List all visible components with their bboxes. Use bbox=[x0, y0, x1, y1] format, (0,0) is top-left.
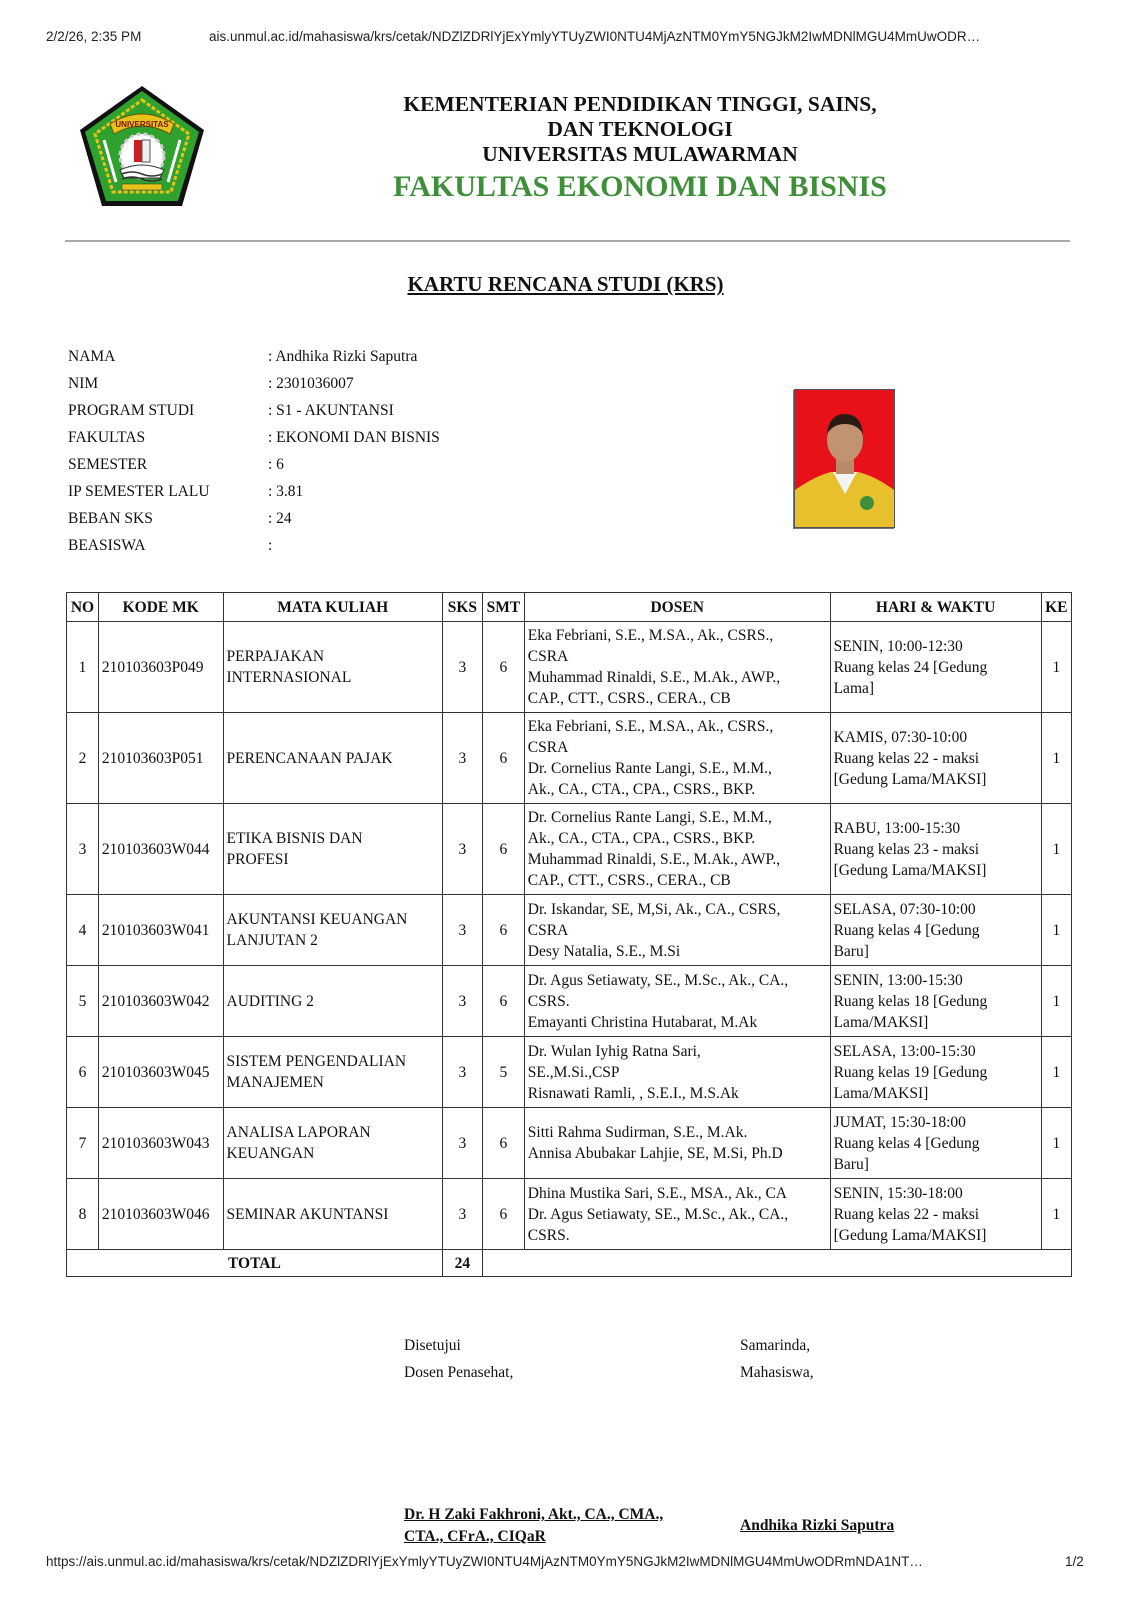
student-info-row bbox=[68, 510, 528, 537]
svg-text:UNIVERSITAS: UNIVERSITAS bbox=[115, 120, 169, 129]
cell-dosen bbox=[524, 895, 830, 966]
advisor-name-line2: CTA., CFrA., CIQaR bbox=[404, 1528, 546, 1545]
cell-sks: 3 bbox=[442, 804, 482, 895]
schedule-line: Baru] bbox=[833, 942, 869, 960]
lecturer-line: Dr. Cornelius Rante Langi, S.E., M.M., bbox=[527, 809, 772, 826]
total-sks: 24 bbox=[442, 1250, 482, 1277]
cell-mata-kuliah bbox=[223, 966, 442, 1037]
schedule-line: Ruang kelas 23 - maksi bbox=[833, 840, 980, 858]
schedule-line: Baru] bbox=[833, 1155, 869, 1173]
info-value: : S1 - AKUNTANSI bbox=[268, 402, 394, 419]
header-no: NO bbox=[67, 593, 99, 622]
course-name-line: MANAJEMEN bbox=[226, 1074, 324, 1091]
lecturer-line: CSRS. bbox=[527, 992, 570, 1010]
lecturer-line: Ak., CA., CTA., CPA., CSRS., BKP. bbox=[527, 830, 756, 847]
schedule-line: SELASA, 13:00-15:30 bbox=[833, 1042, 976, 1060]
lecturer-line: Dr. Wulan Iyhig Ratna Sari, bbox=[527, 1042, 701, 1060]
course-name-line: AKUNTANSI KEUANGAN bbox=[226, 911, 408, 928]
info-value: : EKONOMI DAN BISNIS bbox=[268, 429, 440, 446]
cell-sks: 3 bbox=[442, 622, 482, 713]
table-row bbox=[67, 966, 1072, 1037]
cell-smt: 6 bbox=[482, 622, 524, 713]
cell-dosen bbox=[524, 804, 830, 895]
course-name-line: PERPAJAKAN bbox=[226, 648, 325, 665]
cell-kode-mk: 210103603W042 bbox=[98, 966, 223, 1037]
schedule-line: Lama/MAKSI] bbox=[833, 1084, 929, 1102]
info-label: NAMA bbox=[68, 348, 116, 365]
info-value: : 3.81 bbox=[268, 483, 304, 500]
student-signature-name: Andhika Rizki Saputra bbox=[740, 1517, 895, 1534]
cell-kode-mk: 210103603W041 bbox=[98, 895, 223, 966]
schedule-line: SENIN, 13:00-15:30 bbox=[833, 971, 963, 989]
header-dosen: DOSEN bbox=[524, 593, 830, 622]
student-photo bbox=[794, 389, 895, 528]
table-row bbox=[67, 622, 1072, 713]
info-value: : 2301036007 bbox=[268, 375, 354, 392]
course-name-line: LANJUTAN 2 bbox=[226, 932, 318, 949]
cell-dosen bbox=[524, 713, 830, 804]
schedule-line: [Gedung Lama/MAKSI] bbox=[833, 770, 987, 788]
cell-ke: 1 bbox=[1041, 1108, 1071, 1179]
lecturer-line: Dr. Cornelius Rante Langi, S.E., M.M., bbox=[527, 760, 772, 777]
header-hari-waktu: HARI & WAKTU bbox=[830, 593, 1041, 622]
schedule-line: [Gedung Lama/MAKSI] bbox=[833, 1226, 987, 1244]
schedule-line: Ruang kelas 4 [Gedung bbox=[833, 921, 980, 939]
cell-hari-waktu bbox=[830, 713, 1041, 804]
document-title: KARTU RENCANA STUDI (KRS) bbox=[407, 272, 724, 296]
lecturer-line: Annisa Abubakar Lahjie, SE, M.Si, Ph.D bbox=[527, 1145, 783, 1162]
cell-sks: 3 bbox=[442, 713, 482, 804]
schedule-line: RABU, 13:00-15:30 bbox=[833, 819, 961, 837]
lecturer-line: CAP., CTT., CSRS., CERA., CB bbox=[527, 690, 731, 707]
page-indicator: 1/2 bbox=[1065, 1554, 1084, 1569]
course-name-line: PROFESI bbox=[226, 851, 289, 868]
schedule-line: Ruang kelas 22 - maksi bbox=[833, 1205, 980, 1223]
cell-ke: 1 bbox=[1041, 1037, 1071, 1108]
lecturer-line: CSRS. bbox=[527, 1226, 570, 1244]
cell-sks: 3 bbox=[442, 966, 482, 1037]
lecturer-line: CSRA bbox=[527, 921, 569, 939]
header-smt: SMT bbox=[482, 593, 524, 622]
student-info-row bbox=[68, 429, 528, 456]
course-table bbox=[66, 592, 1072, 1277]
schedule-line: Ruang kelas 22 - maksi bbox=[833, 749, 980, 767]
cell-mata-kuliah bbox=[223, 1108, 442, 1179]
cell-sks: 3 bbox=[442, 1037, 482, 1108]
cell-ke: 1 bbox=[1041, 966, 1071, 1037]
cell-kode-mk: 210103603W045 bbox=[98, 1037, 223, 1108]
cell-mata-kuliah bbox=[223, 1037, 442, 1108]
cell-mata-kuliah bbox=[223, 713, 442, 804]
cell-kode-mk: 210103603W046 bbox=[98, 1179, 223, 1250]
schedule-line: Lama/MAKSI] bbox=[833, 1013, 929, 1031]
cell-smt: 6 bbox=[482, 895, 524, 966]
lecturer-line: Desy Natalia, S.E., M.Si bbox=[527, 942, 681, 960]
student-info-row bbox=[68, 375, 528, 402]
schedule-line: SENIN, 15:30-18:00 bbox=[833, 1184, 963, 1202]
total-row bbox=[67, 1250, 1072, 1277]
table-header-row bbox=[67, 593, 1072, 622]
student-signature-block bbox=[740, 1332, 814, 1386]
advisor-signature-block bbox=[404, 1332, 513, 1386]
cell-smt: 6 bbox=[482, 966, 524, 1037]
cell-kode-mk: 210103603P049 bbox=[98, 622, 223, 713]
header-mata-kuliah: MATA KULIAH bbox=[223, 593, 442, 622]
table-row bbox=[67, 1108, 1072, 1179]
course-name-line: ETIKA BISNIS DAN bbox=[226, 830, 363, 847]
student-info bbox=[68, 348, 528, 564]
cell-mata-kuliah bbox=[223, 622, 442, 713]
lecturer-line: Eka Febriani, S.E., M.SA., Ak., CSRS., bbox=[527, 627, 774, 644]
cell-no: 5 bbox=[67, 966, 99, 1037]
course-name-line: SEMINAR AKUNTANSI bbox=[226, 1205, 389, 1223]
lecturer-line: Dr. Iskandar, SE, M,Si, Ak., CA., CSRS, bbox=[527, 900, 781, 918]
cell-no: 7 bbox=[67, 1108, 99, 1179]
schedule-line: JUMAT, 15:30-18:00 bbox=[833, 1113, 966, 1131]
cell-sks: 3 bbox=[442, 1108, 482, 1179]
student-info-row bbox=[68, 537, 528, 564]
total-empty bbox=[482, 1250, 1071, 1277]
cell-ke: 1 bbox=[1041, 804, 1071, 895]
schedule-line: SELASA, 07:30-10:00 bbox=[833, 900, 976, 918]
student-info-row bbox=[68, 483, 528, 510]
cell-hari-waktu bbox=[830, 804, 1041, 895]
total-label: TOTAL bbox=[67, 1250, 443, 1277]
schedule-line: KAMIS, 07:30-10:00 bbox=[833, 728, 968, 746]
university-name: UNIVERSITAS MULAWARMAN bbox=[482, 142, 798, 166]
info-label: NIM bbox=[68, 375, 99, 392]
lecturer-line: CSRA bbox=[527, 648, 569, 665]
cell-smt: 5 bbox=[482, 1037, 524, 1108]
cell-no: 6 bbox=[67, 1037, 99, 1108]
course-name-line: SISTEM PENGENDALIAN bbox=[226, 1053, 407, 1070]
course-name-line: ANALISA LAPORAN bbox=[226, 1124, 371, 1141]
lecturer-line: Muhammad Rinaldi, S.E., M.Ak., AWP., bbox=[527, 851, 781, 868]
cell-kode-mk: 210103603W043 bbox=[98, 1108, 223, 1179]
letterhead-divider bbox=[65, 240, 1070, 242]
course-name-line: PERENCANAAN PAJAK bbox=[226, 749, 393, 767]
cell-hari-waktu bbox=[830, 1108, 1041, 1179]
lecturer-line: CSRA bbox=[527, 739, 569, 756]
cell-kode-mk: 210103603P051 bbox=[98, 713, 223, 804]
cell-dosen bbox=[524, 1108, 830, 1179]
lecturer-line: Risnawati Ramli, , S.E.I., M.S.Ak bbox=[527, 1084, 739, 1102]
table-row bbox=[67, 1179, 1072, 1250]
cell-dosen bbox=[524, 1037, 830, 1108]
cell-no: 2 bbox=[67, 713, 99, 804]
cell-no: 4 bbox=[67, 895, 99, 966]
schedule-line: Ruang kelas 24 [Gedung bbox=[833, 658, 988, 676]
info-label: BEASISWA bbox=[68, 537, 146, 554]
cell-smt: 6 bbox=[482, 713, 524, 804]
print-datetime: 2/2/26, 2:35 PM bbox=[46, 29, 142, 44]
table-row bbox=[67, 713, 1072, 804]
cell-hari-waktu bbox=[830, 622, 1041, 713]
lecturer-line: Dr. Agus Setiawaty, SE., M.Sc., Ak., CA., bbox=[527, 1205, 789, 1223]
cell-kode-mk: 210103603W044 bbox=[98, 804, 223, 895]
lecturer-line: Dr. Agus Setiawaty, SE., M.Sc., Ak., CA., bbox=[527, 971, 789, 989]
student-info-row bbox=[68, 456, 528, 483]
lecturer-line: Muhammad Rinaldi, S.E., M.Ak., AWP., bbox=[527, 669, 781, 686]
student-role: Mahasiswa, bbox=[740, 1364, 814, 1381]
print-footer-url: https://ais.unmul.ac.id/mahasiswa/krs/cetak/NDZlZDRlYjExYmlyYTUyZWI0NTU4MjAzNTM0YmY5NGJkM2IwMDNlMGU4MmUwODRmNDA1NT… bbox=[46, 1554, 923, 1569]
lecturer-line: Dhina Mustika Sari, S.E., MSA., Ak., CA bbox=[527, 1184, 787, 1202]
cell-hari-waktu bbox=[830, 966, 1041, 1037]
schedule-line: SENIN, 10:00-12:30 bbox=[833, 637, 963, 655]
course-name-line: KEUANGAN bbox=[226, 1145, 315, 1162]
table-row bbox=[67, 1037, 1072, 1108]
schedule-line: Ruang kelas 18 [Gedung bbox=[833, 992, 988, 1010]
schedule-line: [Gedung Lama/MAKSI] bbox=[833, 861, 987, 879]
place-label: Samarinda, bbox=[740, 1337, 811, 1354]
advisor-role: Dosen Penasehat, bbox=[404, 1364, 514, 1381]
cell-smt: 6 bbox=[482, 1179, 524, 1250]
schedule-line: Lama] bbox=[833, 679, 875, 697]
lecturer-line: Sitti Rahma Sudirman, S.E., M.Ak. bbox=[527, 1124, 748, 1141]
approval-label: Disetujui bbox=[404, 1337, 461, 1354]
cell-ke: 1 bbox=[1041, 622, 1071, 713]
cell-sks: 3 bbox=[442, 1179, 482, 1250]
cell-mata-kuliah bbox=[223, 804, 442, 895]
info-label: PROGRAM STUDI bbox=[68, 402, 195, 419]
print-header-url: ais.unmul.ac.id/mahasiswa/krs/cetak/NDZlZDRlYjExYmlyYTUyZWI0NTU4MjAzNTM0YmY5NGJkM2IwMDNlMGU4MmUwODR… bbox=[209, 29, 981, 44]
lecturer-line: CAP., CTT., CSRS., CERA., CB bbox=[527, 872, 731, 889]
advisor-name-line1: Dr. H Zaki Fakhroni, Akt., CA., CMA., bbox=[404, 1506, 664, 1523]
info-value: : 24 bbox=[268, 510, 292, 527]
lecturer-line: SE.,M.Si.,CSP bbox=[527, 1063, 620, 1081]
info-label: IP SEMESTER LALU bbox=[68, 483, 210, 500]
cell-hari-waktu bbox=[830, 895, 1041, 966]
info-label: FAKULTAS bbox=[68, 429, 146, 446]
schedule-line: Ruang kelas 19 [Gedung bbox=[833, 1063, 988, 1081]
advisor-name bbox=[404, 1504, 663, 1548]
cell-hari-waktu bbox=[830, 1037, 1041, 1108]
info-label: SEMESTER bbox=[68, 456, 148, 473]
cell-no: 8 bbox=[67, 1179, 99, 1250]
header-ke: KE bbox=[1041, 593, 1071, 622]
cell-sks: 3 bbox=[442, 895, 482, 966]
cell-no: 3 bbox=[67, 804, 99, 895]
info-value: : 6 bbox=[268, 456, 284, 473]
ministry-name-line2: DAN TEKNOLOGI bbox=[547, 117, 733, 141]
table-row bbox=[67, 804, 1072, 895]
cell-ke: 1 bbox=[1041, 895, 1071, 966]
lecturer-line: Emayanti Christina Hutabarat, M.Ak bbox=[527, 1013, 758, 1031]
cell-smt: 6 bbox=[482, 804, 524, 895]
info-value: : bbox=[268, 537, 273, 554]
cell-smt: 6 bbox=[482, 1108, 524, 1179]
cell-mata-kuliah bbox=[223, 1179, 442, 1250]
student-info-row bbox=[68, 348, 528, 375]
student-info-row bbox=[68, 402, 528, 429]
info-label: BEBAN SKS bbox=[68, 510, 153, 527]
table-row bbox=[67, 895, 1072, 966]
schedule-line: Ruang kelas 4 [Gedung bbox=[833, 1134, 980, 1152]
university-logo-icon bbox=[74, 82, 210, 214]
header-sks: SKS bbox=[442, 593, 482, 622]
info-value: : Andhika Rizki Saputra bbox=[268, 348, 418, 365]
course-name-line: AUDITING 2 bbox=[226, 992, 314, 1010]
lecturer-line: Ak., CA., CTA., CPA., CSRS., BKP. bbox=[527, 781, 756, 798]
cell-mata-kuliah bbox=[223, 895, 442, 966]
course-name-line: INTERNASIONAL bbox=[226, 669, 352, 686]
cell-hari-waktu bbox=[830, 1179, 1041, 1250]
faculty-name: FAKULTAS EKONOMI DAN BISNIS bbox=[393, 170, 887, 203]
letterhead bbox=[340, 92, 940, 205]
header-kode-mk: KODE MK bbox=[98, 593, 223, 622]
cell-ke: 1 bbox=[1041, 1179, 1071, 1250]
lecturer-line: Eka Febriani, S.E., M.SA., Ak., CSRS., bbox=[527, 718, 774, 735]
cell-no: 1 bbox=[67, 622, 99, 713]
cell-dosen bbox=[524, 622, 830, 713]
ministry-name-line1: KEMENTERIAN PENDIDIKAN TINGGI, SAINS, bbox=[403, 92, 877, 116]
cell-dosen bbox=[524, 966, 830, 1037]
cell-ke: 1 bbox=[1041, 713, 1071, 804]
cell-dosen bbox=[524, 1179, 830, 1250]
